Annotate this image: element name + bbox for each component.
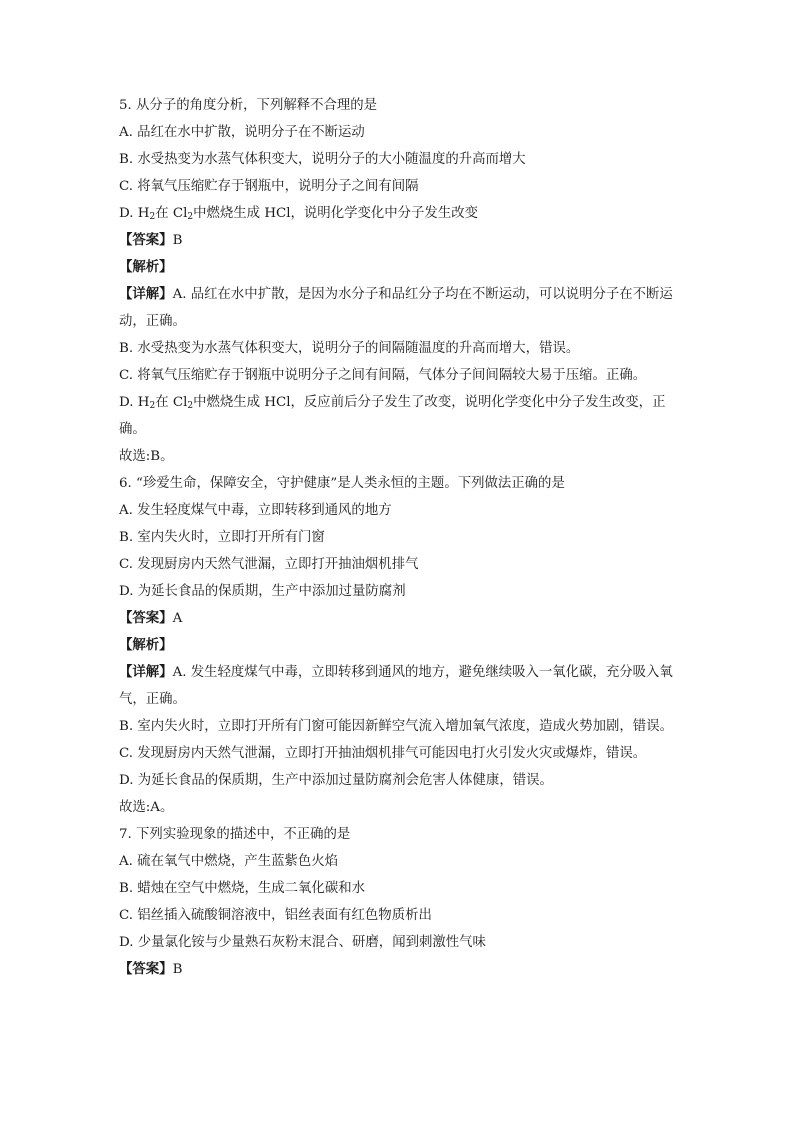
q5-detail-d-subscript-1: 2: [149, 401, 156, 411]
detail-text: A. 发生轻度煤气中毒，立即转移到通风的地方，避免继续吸入一氧化碳，充分吸入氧气，正确。: [119, 665, 673, 707]
q5-detail-a: [119, 281, 679, 335]
q6-question: 6. “珍爱生命，保障安全，守护健康”是人类永恒的主题。下列做法正确的是: [119, 476, 565, 491]
q5-detail-d-mid: 在 Cl: [155, 395, 188, 410]
q6-option-d: D. 为延长食品的保质期，生产中添加过量防腐剂: [119, 584, 406, 599]
q7-option-c: C. 铝丝插入硫酸铜溶液中，铝丝表面有红色物质析出: [119, 908, 432, 923]
q6-detail-c: C. 发现厨房内天然气泄漏，立即打开抽油烟机排气可能因电打火引发火灾或爆炸，错误。: [119, 746, 647, 761]
q5-detail-d-rest: 中燃烧生成 HCl，反应前后分子发生了改变，说明化学变化中分子发生改变，正确。: [119, 395, 666, 437]
detail-label: 【详解】: [119, 286, 173, 302]
answer-label: 【答案】: [119, 961, 173, 977]
q5-option-c: C. 将氧气压缩贮存于钢瓶中，说明分子之间有间隔: [119, 179, 419, 194]
q5-detail-d-subscript-2: 2: [187, 401, 194, 411]
q5-d-mid: 在 Cl: [155, 206, 188, 221]
q6-option-c: C. 发现厨房内天然气泄漏，立即打开抽油烟机排气: [119, 557, 419, 572]
q5-conclusion: 故选:B。: [119, 449, 174, 464]
q5-d-rest: 中燃烧生成 HCl，说明化学变化中分子发生改变: [193, 206, 478, 221]
q5-question: 5. 从分子的角度分析，下列解释不合理的是: [119, 98, 378, 113]
q7-answer: [119, 956, 679, 983]
document-page: [119, 92, 679, 983]
q5-d-subscript-2: 2: [187, 212, 194, 222]
answer-label: 【答案】: [119, 610, 173, 626]
q5-option-a: A. 品红在水中扩散，说明分子在不断运动: [119, 125, 365, 140]
q6-analysis-label: 【解析】: [119, 637, 173, 653]
q6-conclusion: 故选:A。: [119, 800, 174, 815]
q5-analysis-label: 【解析】: [119, 259, 173, 275]
q6-option-a: A. 发生轻度煤气中毒，立即转移到通风的地方: [119, 503, 392, 518]
q5-option-b: B. 水受热变为水蒸气体积变大，说明分子的大小随温度的升高而增大: [119, 152, 526, 167]
q7-option-d: D. 少量氯化铵与少量熟石灰粉末混合、研磨，闻到刺激性气味: [119, 935, 486, 950]
q5-detail-d-prefix: D. H: [119, 395, 150, 410]
q6-detail-a: [119, 659, 679, 713]
q6-detail-b: B. 室内失火时，立即打开所有门窗可能因新鲜空气流入增加氧气浓度，造成火势加剧，错误。: [119, 719, 673, 734]
q5-detail-d: [119, 389, 679, 443]
q5-d-prefix: D. H: [119, 206, 150, 221]
q7-question: 7. 下列实验现象的描述中，不正确的是: [119, 827, 351, 842]
answer-value: A: [172, 611, 183, 626]
q5-detail-c: C. 将氧气压缩贮存于钢瓶中说明分子之间有间隔，气体分子间间隔较大易于压缩。正确。: [119, 368, 647, 383]
q5-d-subscript-1: 2: [149, 212, 156, 222]
q6-detail-d: D. 为延长食品的保质期，生产中添加过量防腐剂会危害人体健康，错误。: [119, 773, 553, 788]
answer-label: 【答案】: [119, 232, 173, 248]
q5-answer: [119, 227, 679, 254]
q7-option-a: A. 硫在氧气中燃烧，产生蓝紫色火焰: [119, 854, 339, 869]
detail-text: A. 品红在水中扩散，是因为水分子和品红分子均在不断运动，可以说明分子在不断运动，正确。: [119, 287, 673, 329]
detail-label: 【详解】: [119, 664, 173, 680]
answer-value: B: [172, 233, 183, 248]
q6-option-b: B. 室内失火时，立即打开所有门窗: [119, 530, 325, 545]
q6-answer: [119, 605, 679, 632]
q5-detail-b: B. 水受热变为水蒸气体积变大，说明分子的间隔随温度的升高而增大，错误。: [119, 341, 580, 356]
q5-option-d: [119, 200, 679, 227]
answer-value: B: [172, 962, 183, 977]
q7-option-b: B. 蜡烛在空气中燃烧，生成二氧化碳和水: [119, 881, 365, 896]
